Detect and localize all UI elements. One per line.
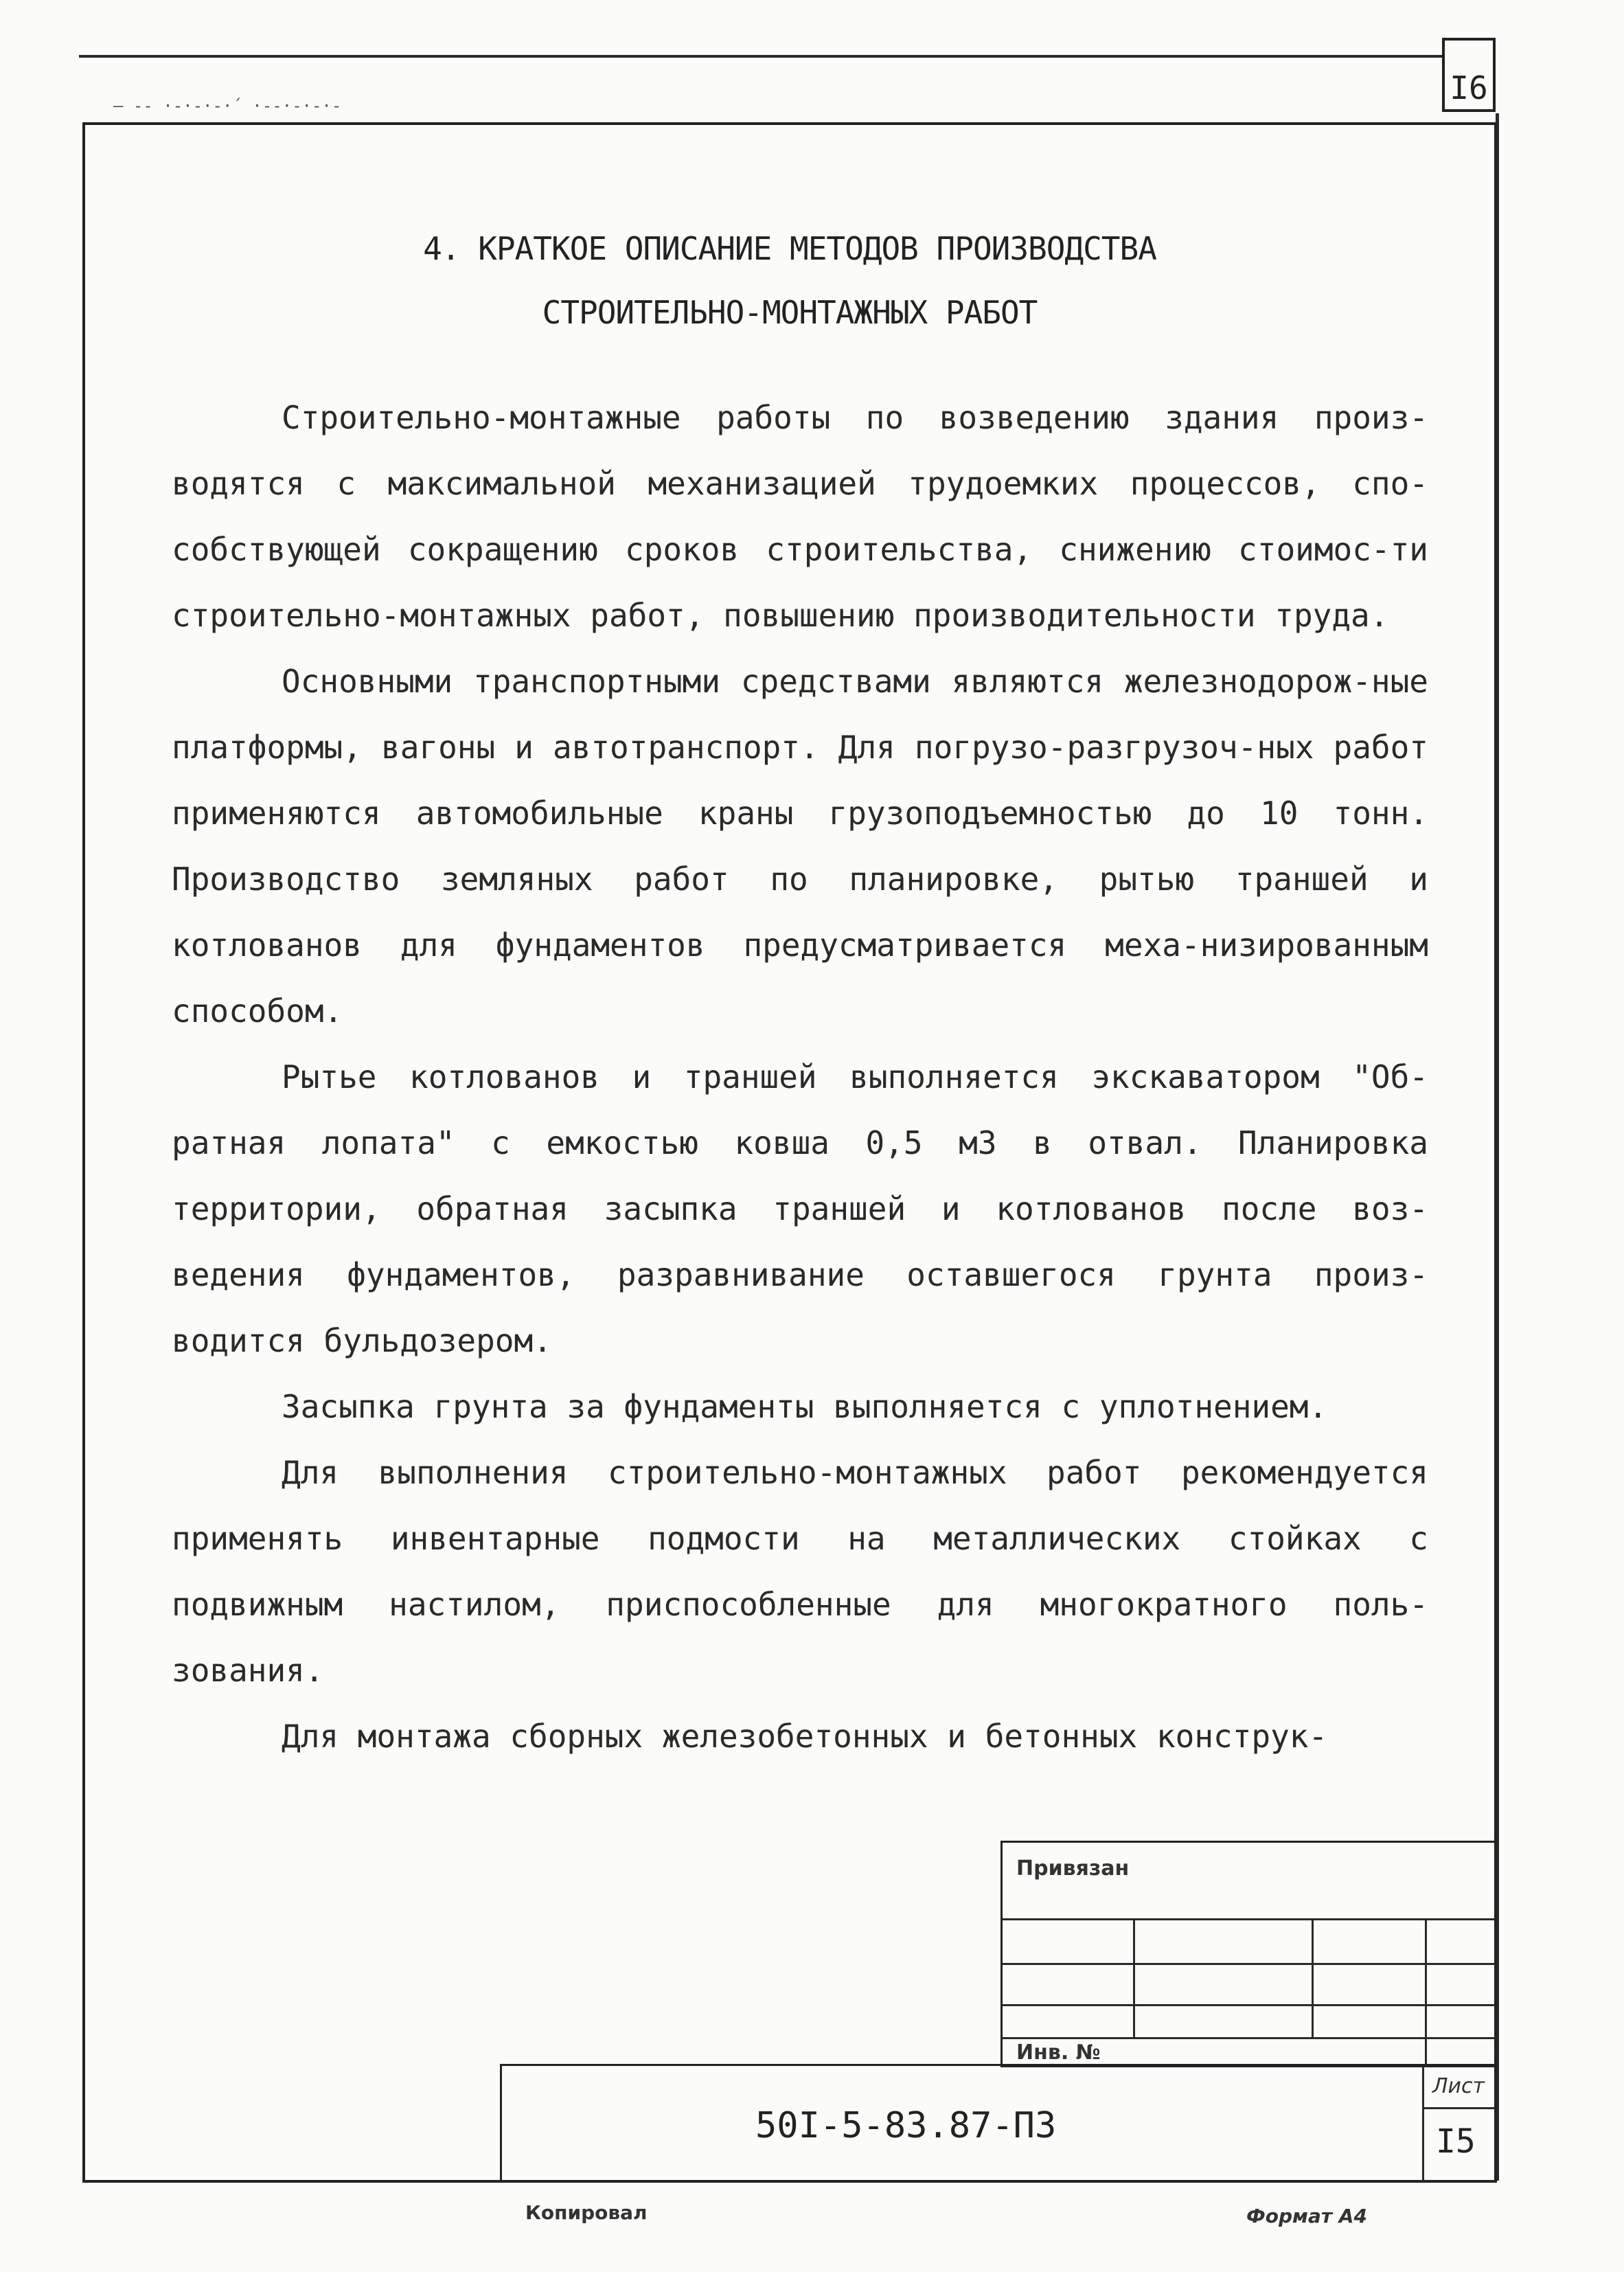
privyazan-label: Привязан <box>1016 1856 1130 1881</box>
stamp-col-line-1 <box>1133 1918 1135 2038</box>
format-label: Формат А4 <box>1246 2205 1367 2227</box>
stamp-row-line-4 <box>1003 2037 1495 2039</box>
title-block-divider <box>1422 2066 1424 2181</box>
paragraph-1: Строительно-монтажные работы по возведению здания произ-водятся с максимальной механизацией трудоемких процессов, спо-собствующей сокращению сроков строительства, снижению стоимос-ти строительно-монтажных работ, повышению производительности труда. <box>172 399 1428 634</box>
inventory-number-label: Инв. № <box>1016 2041 1101 2065</box>
paragraph-2: Основными транспортными средствами являются железнодорож-ные платформы, вагоны и автотранспорт. Для погрузо-разгрузоч-ных работ применяются автомобильные краны грузоподъемностью до 10 тонн. Производство земляных работ по планировке, рытью траншей и котлованов для фундаментов предусматривается меха-низированным способом. <box>172 663 1428 1030</box>
corner-page-number: I6 <box>1442 38 1496 112</box>
stamp-row-line-2 <box>1003 1963 1495 1965</box>
binding-stamp <box>1000 1841 1497 2067</box>
stamp-row-line-1 <box>1003 1918 1495 1920</box>
stamp-col-line-2 <box>1312 1918 1314 2038</box>
document-code: 50I-5-83.87-ПЗ <box>755 2105 1057 2146</box>
top-rule <box>79 55 1442 58</box>
body-text <box>172 385 1428 1769</box>
sheet-cell-divider <box>1422 2107 1495 2109</box>
sheet-label: Лист <box>1432 2074 1485 2098</box>
section-title-line2: СТРОИТЕЛЬНО-МОНТАЖНЫХ РАБОТ <box>542 294 1038 331</box>
copied-by-label: Копировал <box>525 2201 648 2224</box>
sheet-number: I5 <box>1436 2122 1476 2161</box>
header-marks: — -- ·-·-·-·´ ·--·-·-·- <box>113 96 342 115</box>
stamp-col-line-3 <box>1425 1918 1427 2067</box>
paragraph-5: Для выполнения строительно-монтажных работ рекомендуется применять инвентарные подмости на металлических стойках с подвижным настилом, приспособленные для многократного поль-зования. <box>172 1454 1428 1689</box>
stamp-row-line-3 <box>1003 2004 1495 2006</box>
section-title-line1: 4. КРАТКОЕ ОПИСАНИЕ МЕТОДОВ ПРОИЗВОДСТВА <box>423 230 1156 267</box>
paragraph-6: Для монтажа сборных железобетонных и бетонных конструк- <box>282 1718 1328 1755</box>
paragraph-4: Засыпка грунта за фундаменты выполняется с уплотнением. <box>282 1388 1328 1425</box>
paragraph-3: Рытье котлованов и траншей выполняется экскаватором "Об-ратная лопата" с емкостью ковша 0,5 м3 в отвал. Планировка территории, обратная засыпка траншей и котлованов после воз-ведения фундаментов, разравнивание оставшегося грунта произ-водится бульдозером. <box>172 1058 1428 1359</box>
